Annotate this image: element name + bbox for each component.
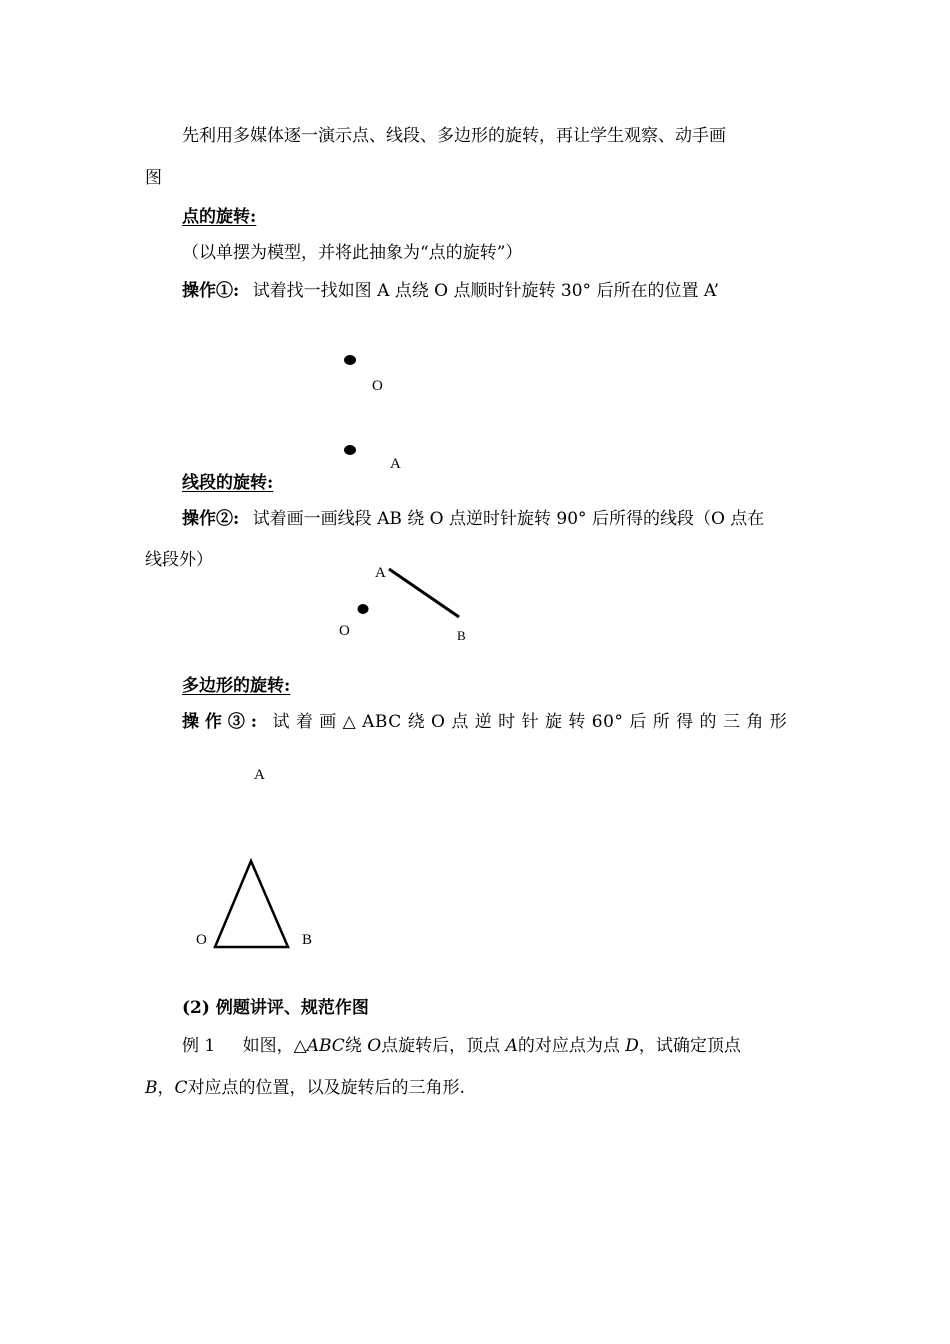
example-var: ABC [306, 1036, 345, 1056]
example-text: ， [157, 1078, 175, 1098]
example-var: B [145, 1078, 158, 1098]
segment-label-b: B [457, 628, 466, 643]
point-label-o: O [372, 378, 383, 394]
segment-label-a: A [375, 565, 386, 581]
example-1-line-1 [182, 1035, 741, 1057]
example-text: 的对应点为点 [517, 1036, 620, 1056]
example-var: C [174, 1078, 188, 1098]
segment-ab [389, 569, 459, 617]
segment-rotation-heading: 线段的旋转: [182, 473, 274, 493]
example-text: 对应点的位置，以及旋转后的三角形. [187, 1078, 465, 1098]
example-1-line-2 [145, 1077, 465, 1099]
triangle-label-a: A [254, 767, 265, 783]
point-label-a: A [390, 456, 401, 472]
point-o-dot [344, 355, 356, 365]
segment-o-dot [358, 604, 369, 614]
operation-1-text: 试着找一找如图 A 点绕 O 点顺时针旋转 30° 后所在的位置 A’ [252, 281, 720, 301]
triangle-label-b: B [302, 932, 313, 948]
operation-3-label: 操 作 ③ : [182, 712, 258, 732]
point-rotation-heading: 点的旋转: [182, 207, 257, 227]
example-heading: (2) 例题讲评、规范作图 [182, 998, 369, 1018]
operation-2-label: 操作②: [182, 509, 240, 529]
intro-line-2: 图 [145, 168, 162, 188]
example-text: ，试确定顶点 [638, 1036, 741, 1056]
triangle-label-o: O [196, 932, 207, 948]
example-1-label: 例 1 [182, 1036, 216, 1056]
operation-2-text: 试着画一画线段 AB 绕 O 点逆时针旋转 90° 后所得的线段（O 点在 [252, 509, 765, 529]
intro-line-1: 先利用多媒体逐一演示点、线段、多边形的旋转，再让学生观察、动手画 [182, 126, 726, 146]
example-text: 绕 [344, 1036, 362, 1056]
point-rotation-note: （以单摆为模型，并将此抽象为“点的旋转”） [182, 243, 523, 263]
example-var: O [367, 1036, 382, 1056]
example-text: 如图，△ [242, 1036, 307, 1056]
segment-label-o: O [339, 623, 350, 639]
polygon-rotation-heading: 多边形的旋转: [182, 676, 291, 696]
example-var: D [625, 1036, 639, 1056]
operation-2-text-cont: 线段外） [145, 550, 213, 570]
example-var: A [505, 1036, 518, 1056]
operation-3-text: 试 着 画 △ ABC 绕 O 点 逆 时 针 旋 转 60° 后 所 得 的 三 角 形 [272, 712, 788, 732]
point-a-dot [344, 445, 356, 455]
triangle-shape [215, 861, 288, 947]
example-text: 点旋转后，顶点 [381, 1036, 501, 1056]
operation-1-label: 操作①: [182, 281, 240, 301]
